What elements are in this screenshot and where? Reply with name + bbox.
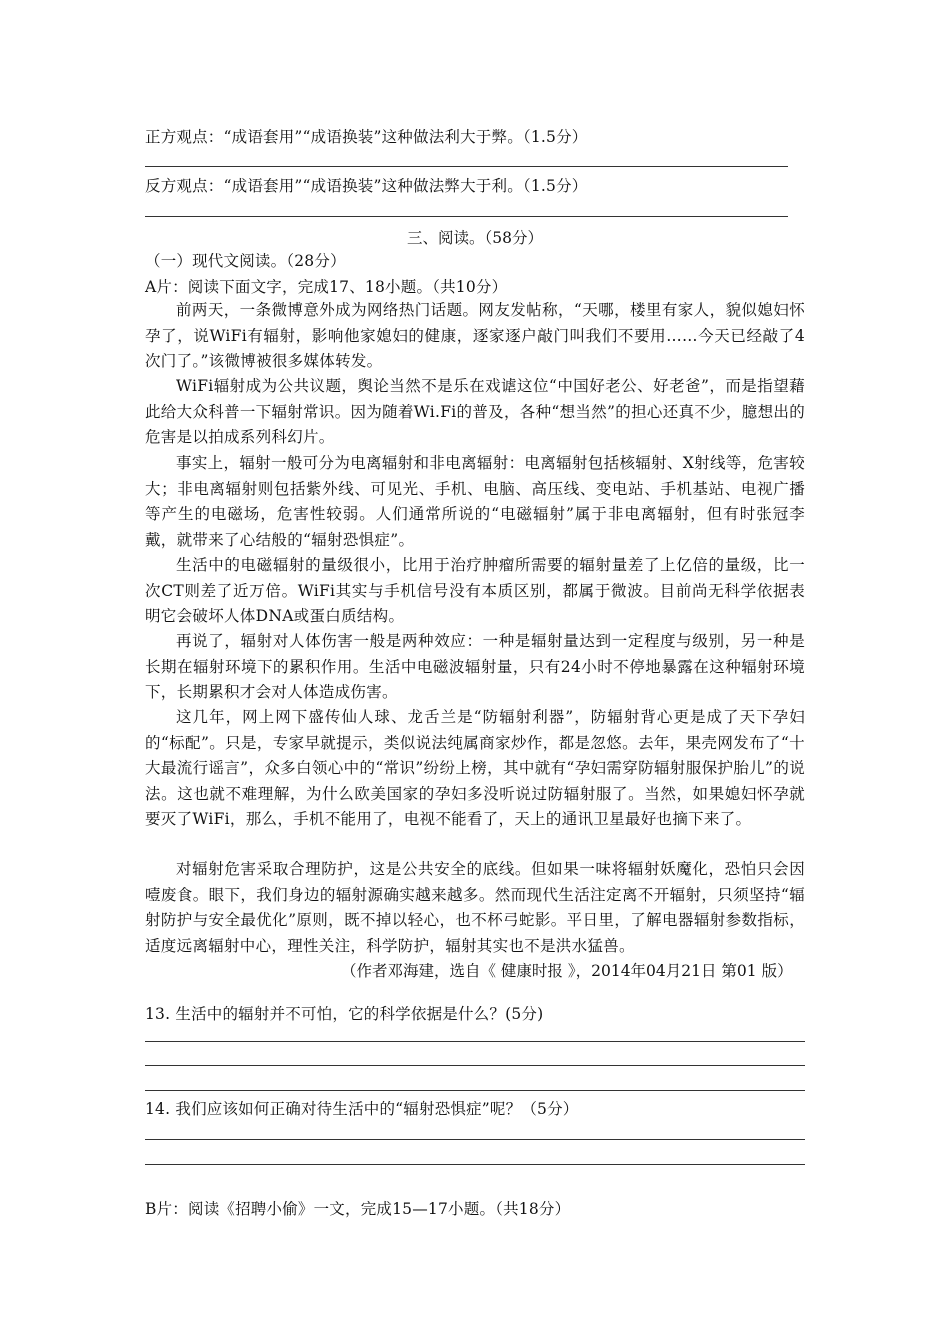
answer-line — [145, 1041, 805, 1042]
answer-line — [145, 1164, 805, 1165]
answer-line — [145, 1139, 805, 1140]
question-14: 14. 我们应该如何正确对待生活中的“辐射恐惧症”呢？（5分） — [145, 1100, 579, 1118]
paragraph-3: 事实上，辐射一般可分为电离辐射和非电离辐射：电离辐射包括核辐射、X射线等，危害较大；非电离辐射则包括紫外线、可见光、手机、电脑、高压线、变电站、手机基站、电视广播等产生的电磁场，危害性较弱。人们通常所说的“电磁辐射”属于非电离辐射，但有时张冠李戴，就带来了心结般的“辐射恐惧症”。 — [145, 454, 805, 549]
answer-line — [145, 1065, 805, 1066]
question-13: 13. 生活中的辐射并不可怕，它的科学依据是什么？(5分) — [145, 1005, 544, 1023]
part-a-intro: A片：阅读下面文字，完成17、18小题。（共10分） — [145, 278, 508, 296]
paragraph-7: 对辐射危害采取合理防护，这是公共安全的底线。但如果一味将辐射妖魔化，恐怕只会因噎废食。眼下，我们身边的辐射源确实越来越多。然而现代生活注定离不开辐射，只须坚持“辐射防护与安全最优化”原则，既不掉以轻心，也不杯弓蛇影。平日里，了解电器辐射参数指标，适度远离辐射中心，理性关注，科学防护，辐射其实也不是洪水猛兽。 — [145, 860, 805, 955]
pro-viewpoint: 正方观点：“成语套用”“成语换装”这种做法利大于弊。（1.5分） — [145, 128, 588, 146]
paragraph-4: 生活中的电磁辐射的量级很小，比用于治疗肿瘤所需要的辐射量差了上亿倍的量级，比一次CT则差了近万倍。WiFi其实与手机信号没有本质区别，都属于微波。目前尚无科学依据表明它会破坏人体DNA或蛋白质结构。 — [145, 556, 805, 625]
paragraph-5: 再说了，辐射对人体伤害一般是两种效应：一种是辐射量达到一定程度与级别，另一种是长期在辐射环境下的累积作用。生活中电磁波辐射量，只有24小时不停地暴露在这种辐射环境下，长期累积才会对人体造成伤害。 — [145, 632, 805, 701]
con-viewpoint: 反方观点：“成语套用”“成语换装”这种做法弊大于利。（1.5分） — [145, 177, 588, 195]
answer-line — [145, 166, 788, 167]
answer-line — [145, 1090, 805, 1091]
article-source: （作者邓海建，选自《 健康时报 》，2014年04月21日 第01 版） — [341, 962, 793, 980]
part-b-intro: B片：阅读《招聘小偷》一文，完成15—17小题。（共18分） — [145, 1200, 571, 1218]
paragraph-1: 前两天，一条微博意外成为网络热门话题。网友发帖称，“天哪，楼里有家人，貌似媳妇怀孕了，说WiFi有辐射，影响他家媳妇的健康，逐家逐户敲门叫我们不要用……今天已经敲了4次门了。”该微博被很多媒体转发。 — [145, 301, 805, 370]
paragraph-2: WiFi辐射成为公共议题，舆论当然不是乐在戏谑这位“中国好老公、好老爸”，而是指望藉此给大众科普一下辐射常识。因为随着Wi.Fi的普及，各种“想当然”的担心还真不少，臆想出的危害是以拍成系列科幻片。 — [145, 377, 805, 446]
section-title: 三、阅读。（58分） — [407, 229, 543, 247]
section-subtitle: （一）现代文阅读。（28分） — [145, 252, 346, 270]
answer-line — [145, 216, 788, 217]
paragraph-6: 这几年，网上网下盛传仙人球、龙舌兰是“防辐射利器”，防辐射背心更是成了天下孕妇的“标配”。只是，专家早就提示，类似说法纯属商家炒作，都是忽悠。去年，果壳网发布了“十大最流行谣言”，众多白领心中的“常识”纷纷上榜，其中就有“孕妇需穿防辐射服保护胎儿”的说法。这也就不难理解，为什么欧美国家的孕妇多没听说过防辐射服了。当然，如果媳妇怀孕就要灭了WiFi，那么，手机不能用了，电视不能看了，天上的通讯卫星最好也摘下来了。 — [145, 708, 805, 828]
